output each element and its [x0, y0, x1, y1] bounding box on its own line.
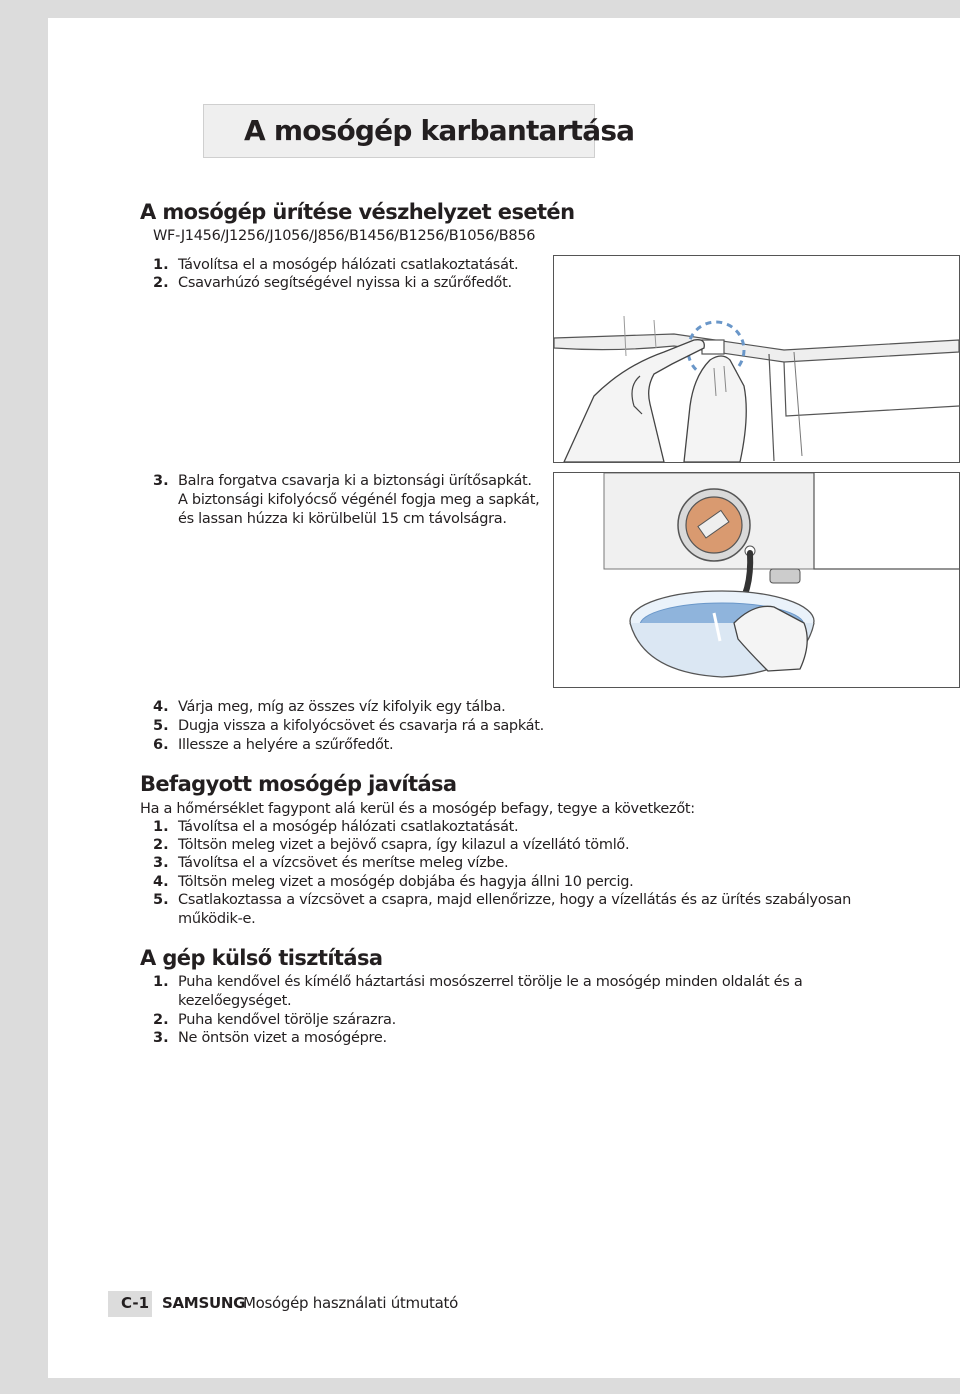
manual-title: Mosógép használati útmutató [243, 1294, 458, 1312]
step-text: Puha kendővel törölje szárazra. [178, 1012, 396, 1028]
step-text: Csavarhúzó segítségével nyissa ki a szűrőfedőt. [178, 275, 512, 291]
step-number: 1. [153, 257, 169, 273]
step-text-continued: kezelőegységet. [178, 993, 292, 1009]
step-text: Puha kendővel és kímélő háztartási mosószerrel törölje le a mosógép minden oldalát és a [178, 974, 803, 990]
filter-cover-drawing [554, 256, 959, 462]
step-number: 1. [153, 819, 169, 835]
page-edge-top [0, 0, 960, 18]
step-number: 4. [153, 699, 169, 715]
step-text: Távolítsa el a vízcsövet és merítse meleg vízbe. [178, 855, 509, 871]
step-number: 1. [153, 974, 169, 990]
step-text-line: Balra forgatva csavarja ki a biztonsági ürítősapkát. [178, 473, 532, 489]
page-edge-bottom [0, 1378, 960, 1394]
step-text: Töltsön meleg vizet a bejövő csapra, így kilazul a vízellátó tömlő. [178, 837, 630, 853]
step-number: 2. [153, 837, 169, 853]
section-frozen-machine-heading: Befagyott mosógép javítása [140, 772, 457, 796]
step-number: 4. [153, 874, 169, 890]
model-list: WF-J1456/J1256/J1056/J856/B1456/B1256/B1056/B856 [153, 228, 536, 244]
step-text: Távolítsa el a mosógép hálózati csatlakoztatását. [178, 819, 519, 835]
page-edge-left [0, 0, 48, 1394]
step-text: Ne öntsön vizet a mosógépre. [178, 1030, 387, 1046]
section-intro: Ha a hőmérséklet fagypont alá kerül és a mosógép befagy, tegye a következőt: [140, 801, 695, 817]
step-number: 2. [153, 1012, 169, 1028]
step-text: Dugja vissza a kifolyócsövet és csavarja rá a sapkát. [178, 718, 544, 734]
step-number: 5. [153, 892, 169, 908]
section-exterior-cleaning-heading: A gép külső tisztítása [140, 946, 383, 970]
section-emergency-drain-heading: A mosógép ürítése vészhelyzet esetén [140, 200, 575, 224]
step-number: 2. [153, 275, 169, 291]
brand-name: SAMSUNG [162, 1294, 246, 1312]
step-text: Csatlakoztassa a vízcsövet a csapra, majd ellenőrizze, hogy a vízellátás és az ürítés szabályosan [178, 892, 852, 908]
step-text: Távolítsa el a mosógép hálózati csatlakoztatását. [178, 257, 519, 273]
page-number: C-1 [121, 1294, 150, 1312]
step-text: Illessze a helyére a szűrőfedőt. [178, 737, 394, 753]
step-number: 3. [153, 473, 169, 489]
step-number: 3. [153, 1030, 169, 1046]
illustration-open-filter-cover [553, 255, 960, 463]
step-text-continued: működik-e. [178, 911, 256, 927]
step-text-line: A biztonsági kifolyócső végénél fogja meg a sapkát, [178, 492, 540, 508]
step-number: 6. [153, 737, 169, 753]
drain-hose-drawing [554, 473, 959, 687]
step-text: Várja meg, míg az összes víz kifolyik egy tálba. [178, 699, 506, 715]
illustration-drain-into-bowl [553, 472, 960, 688]
page-title: A mosógép karbantartása [244, 114, 635, 147]
step-text-line: és lassan húzza ki körülbelül 15 cm távolságra. [178, 511, 507, 527]
step-number: 3. [153, 855, 169, 871]
step-number: 5. [153, 718, 169, 734]
step-text: Töltsön meleg vizet a mosógép dobjába és hagyja állni 10 percig. [178, 874, 634, 890]
